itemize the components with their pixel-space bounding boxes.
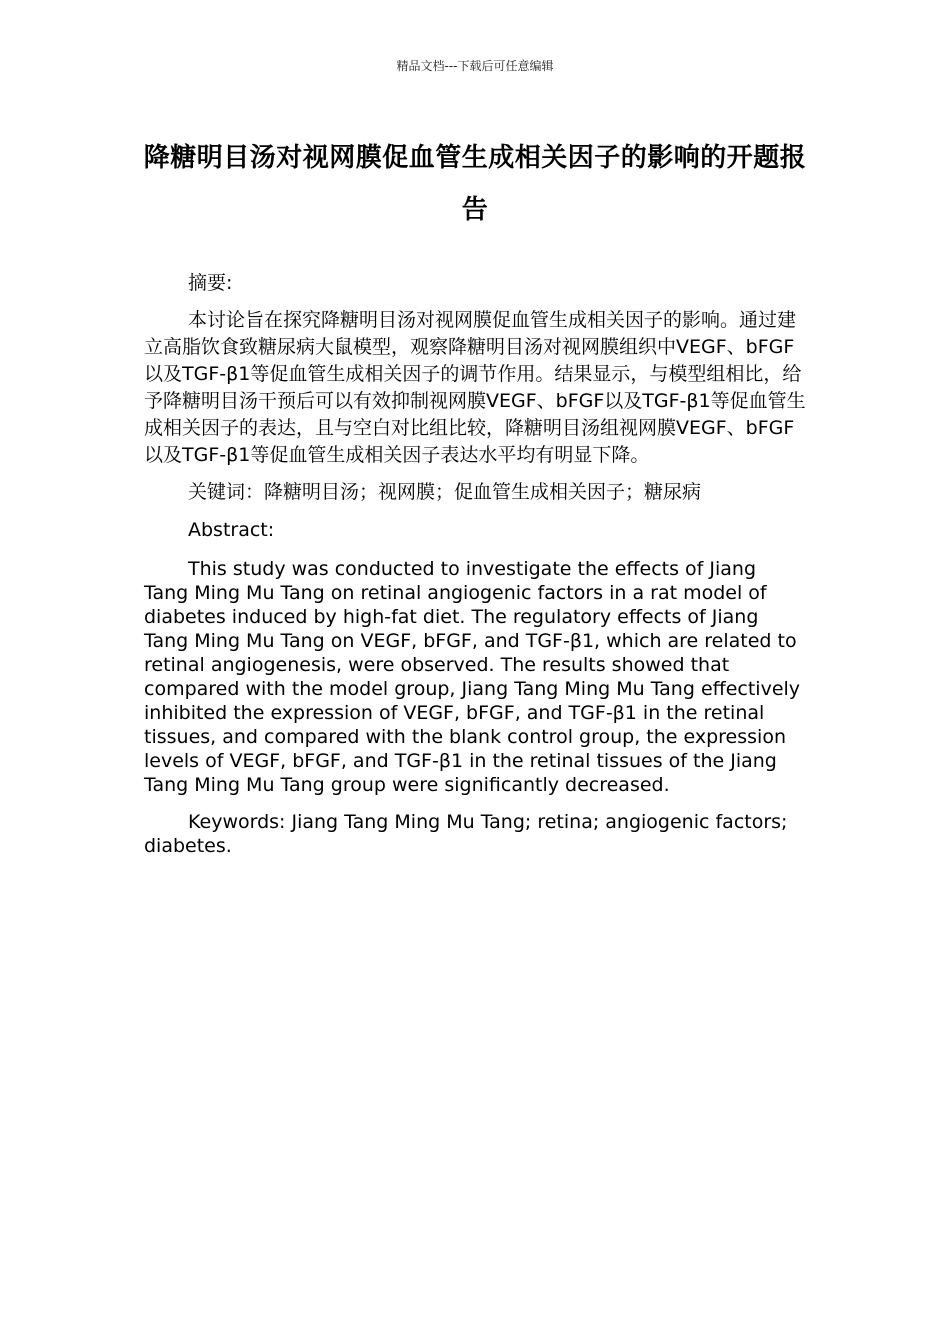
abstract-cn-body: 本讨论旨在探究降糖明目汤对视网膜促血管生成相关因子的影响。通过建立高脂饮食致糖尿病大鼠模型，观察降糖明目汤对视网膜组织中VEGF、bFGF以及TGF-β1等促血管生成相关因子的调节作用。结果显示，与模型组相比，给予降糖明目汤干预后可以有效抑制视网膜VEGF、bFGF以及TGF-β1等促血管生成相关因子的表达，且与空白对比组比较，降糖明目汤组视网膜VEGF、bFGF以及TGF-β1等促血管生成相关因子表达水平均有明显下降。 <box>144 309 806 466</box>
keywords-cn: 关键词：降糖明目汤；视网膜；促血管生成相关因子；糖尿病 <box>188 481 702 503</box>
abstract-en-label: Abstract: <box>188 519 275 541</box>
keywords-en: Keywords: Jiang Tang Ming Mu Tang; retina; angiogenic factors; diabetes. <box>144 811 788 857</box>
document-body <box>144 270 806 858</box>
page-header: 精品文档---下载后可任意编辑 <box>396 59 554 73</box>
document-title: 降糖明目汤对视网膜促血管生成相关因子的影响的开题报告 <box>143 143 807 225</box>
abstract-cn-label: 摘要: <box>188 272 233 294</box>
abstract-en-body: This study was conducted to investigate the effects of Jiang Tang Ming Mu Tang on retinal angiogenic factors in a rat model of diabetes induced by high-fat diet. The regulatory effects of Jiang Tang Ming Mu Tang on VEGF, bFGF, and TGF-β1, which are related to retinal angiogenesis, were observed. The results showed that compared with the model group, Jiang Tang Ming Mu Tang effectively inhibited the expression of VEGF, bFGF, and TGF-β1 in the retinal tissues, and compared with the blank control group, the expression levels of VEGF, bFGF, and TGF-β1 in the retinal tissues of the Jiang Tang Ming Mu Tang group were significantly decreased. <box>144 558 801 796</box>
